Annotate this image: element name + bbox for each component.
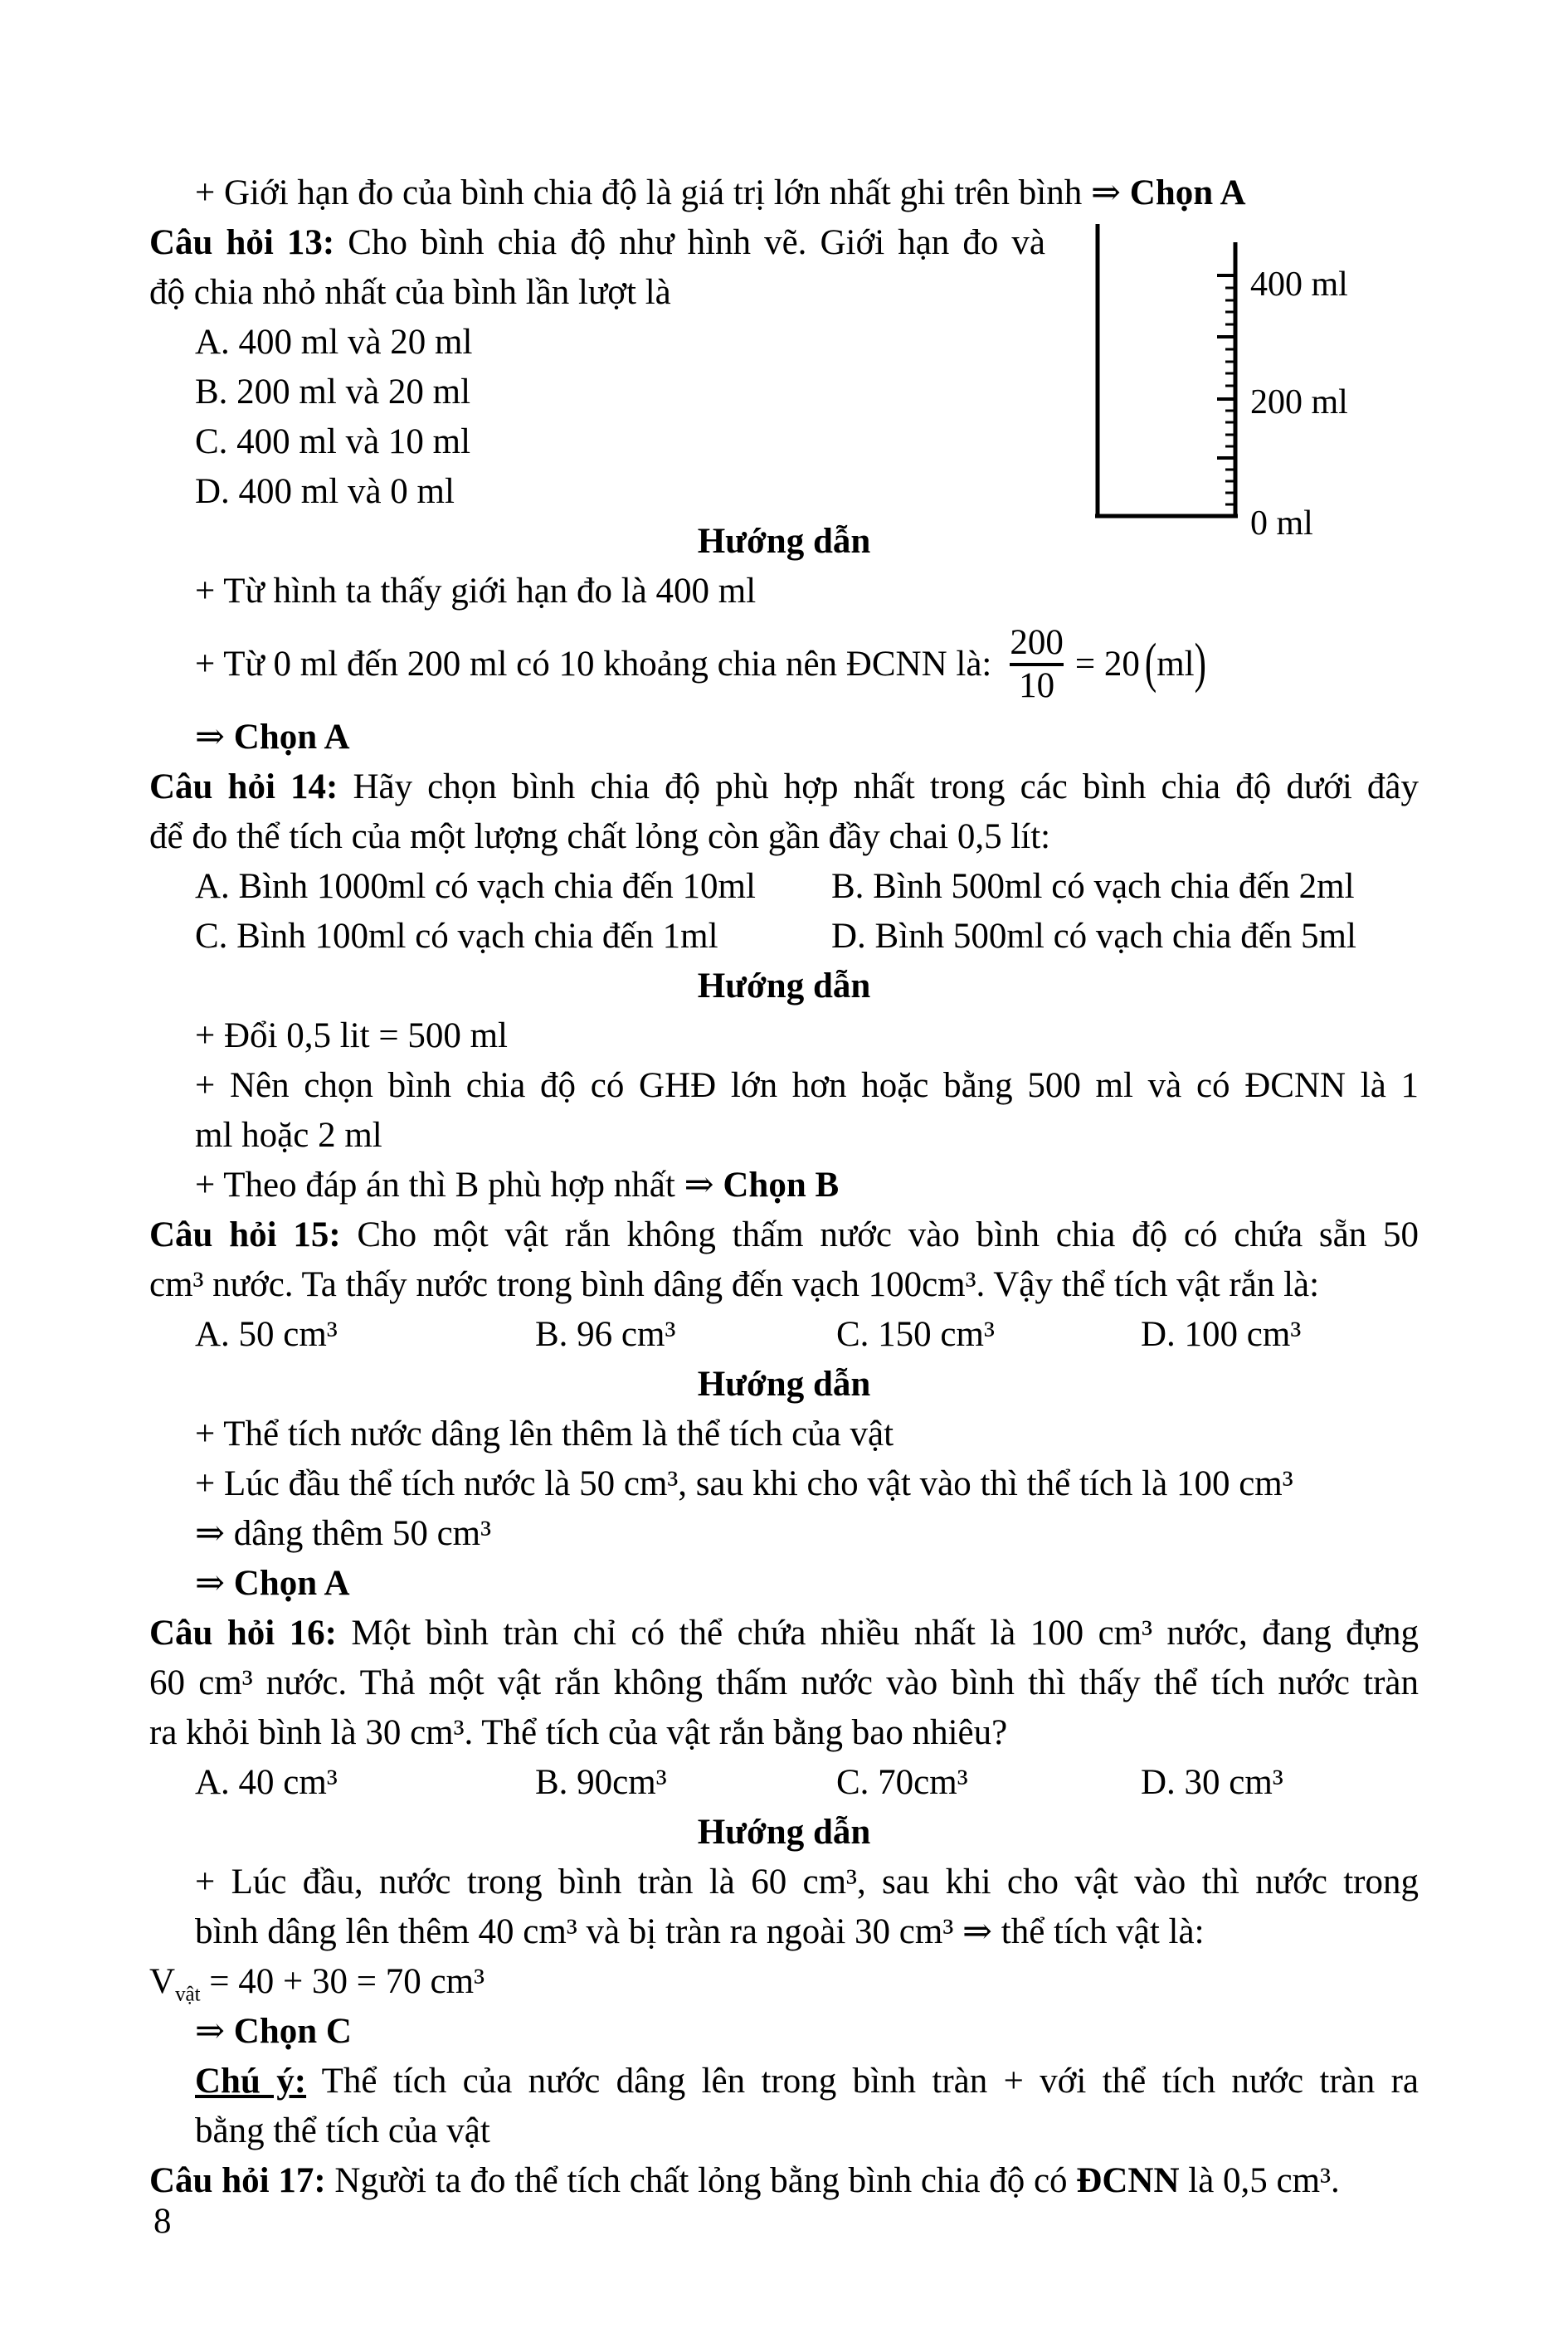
question-14-hint-2-line2: ml hoặc 2 ml (195, 1116, 382, 1155)
question-13-header (149, 218, 1045, 268)
question-15-hint-1: + Thể tích nước dâng lên thêm là thể tích của vật (195, 1415, 894, 1454)
answer-choice: Chọn A (233, 718, 350, 757)
answer-choice: Chọn A (1129, 173, 1246, 212)
page-content (149, 168, 1419, 2206)
note-label: Chú ý: (195, 2062, 307, 2101)
arrow: ⇒ (195, 1564, 234, 1603)
question-14-option-c: C. Bình 100ml có vạch chia đến 1ml (195, 917, 718, 956)
question-14-options-row-1 (149, 862, 1419, 912)
question-14-hint-1: + Đổi 0,5 lit = 500 ml (195, 1016, 508, 1055)
guide-heading-14: Hướng dẫn (697, 967, 871, 1006)
guide-heading-13: Hướng dẫn (697, 522, 871, 561)
question-13-text-line2: độ chia nhỏ nhất của bình lần lượt là (149, 273, 671, 312)
question-14-text-line1: Hãy chọn bình chia độ phù hợp nhất trong các bình chia độ dưới đây (338, 767, 1419, 806)
question-16-text-line3: ra khỏi bình là 30 cm³. Thể tích của vật rắn bằng bao nhiêu? (149, 1713, 1008, 1752)
question-14-option-b: B. Bình 500ml có vạch chia đến 2ml (831, 867, 1355, 906)
fraction-result: = 20 (1074, 645, 1140, 684)
answer-choice: Chọn C (233, 2012, 352, 2051)
answer-note-line (149, 168, 1419, 218)
question-15-option-d: D. 100 cm³ (1141, 1315, 1302, 1354)
question-13-hint-1: + Từ hình ta thấy giới hạn đo là 400 ml (195, 572, 757, 611)
guide-heading-16: Hướng dẫn (697, 1813, 871, 1852)
question-14-options-row-2 (149, 912, 1419, 962)
question-17-header (149, 2156, 1419, 2206)
fraction-numerator: 200 (1010, 623, 1064, 662)
question-15-hint-3: ⇒ dâng thêm 50 cm³ (195, 1514, 492, 1553)
answer-choice: Chọn B (723, 1166, 840, 1205)
question-13-label: Câu hỏi 13: (149, 223, 335, 262)
question-13 (149, 218, 1045, 318)
question-15-options-row (149, 1310, 1419, 1360)
question-16-hint-1-line2: bình dâng lên thêm 40 cm³ và bị tràn ra ngoài 30 cm³ ⇒ thể tích vật là: (195, 1912, 1205, 1951)
question-14-label: Câu hỏi 14: (149, 767, 338, 806)
answer-note-text: + Giới hạn đo của bình chia độ là giá trị lớn nhất ghi trên bình ⇒ (195, 173, 1130, 212)
question-17-text-2: là 0,5 cm³. (1179, 2161, 1340, 2200)
question-13-option-b: B. 200 ml và 20 ml (195, 373, 471, 411)
question-16-option-a: A. 40 cm³ (195, 1763, 338, 1802)
note-text-line1: Thể tích của nước dâng lên trong bình tràn + với thể tích nước tràn ra (306, 2062, 1419, 2101)
figure-label-400: 400 ml (1250, 265, 1348, 304)
question-16-text-line2: 60 cm³ nước. Thả một vật rắn không thấm nước vào bình thì thấy thể tích nước tràn (149, 1663, 1419, 1702)
question-15-answer (149, 1559, 1419, 1609)
question-15-header (149, 1210, 1419, 1260)
question-16-options-row (149, 1758, 1419, 1808)
question-14-header (149, 762, 1419, 812)
formula-variable: V (149, 1962, 176, 2001)
figure-label-200: 200 ml (1250, 383, 1348, 421)
question-15-hint-2: + Lúc đầu thể tích nước là 50 cm³, sau khi cho vật vào thì thể tích là 100 cm³ (195, 1464, 1293, 1503)
question-15-text-line2: cm³ nước. Ta thấy nước trong bình dâng đến vạch 100cm³. Vậy thể tích vật rắn là: (149, 1265, 1320, 1304)
question-16-formula (149, 1957, 1419, 2007)
question-15-option-b: B. 96 cm³ (535, 1315, 676, 1354)
question-17-bold-term: ĐCNN (1076, 2161, 1180, 2200)
question-14-hint-2-line1: + Nên chọn bình chia độ có GHĐ lớn hơn hoặc bằng 500 ml và có ĐCNN là 1 (195, 1066, 1419, 1105)
arrow: ⇒ (195, 718, 234, 757)
hint-3-text: + Theo đáp án thì B phù hợp nhất ⇒ (195, 1166, 723, 1205)
question-13-hint-2 (149, 616, 1419, 713)
question-15-text-line1: Cho một vật rắn không thấm nước vào bình chia độ có chứa sẵn 50 (340, 1215, 1419, 1254)
question-16-label: Câu hỏi 16: (149, 1614, 337, 1653)
formula-expression: = 40 + 30 = 70 cm³ (200, 1962, 485, 2001)
question-17-label: Câu hỏi 17: (149, 2161, 326, 2200)
question-16-header (149, 1609, 1419, 1658)
figure-label-0: 0 ml (1250, 504, 1313, 543)
question-13-answer (149, 713, 1419, 762)
note-text-line2: bằng thể tích của vật (195, 2111, 490, 2150)
question-14-option-d: D. Bình 500ml có vạch chia đến 5ml (831, 917, 1356, 956)
question-16-hint-1-line1: + Lúc đầu, nước trong bình tràn là 60 cm³, sau khi cho vật vào thì nước trong (195, 1863, 1419, 1902)
question-13-option-d: D. 400 ml và 0 ml (195, 472, 455, 511)
hint-2-text: + Từ 0 ml đến 200 ml có 10 khoảng chia nên ĐCNN là: (195, 645, 992, 684)
left-paren: ( (1144, 633, 1157, 694)
page-number: 8 (153, 2202, 172, 2241)
fraction-unit: ml (1157, 645, 1195, 684)
question-16-option-c: C. 70cm³ (836, 1763, 968, 1802)
guide-heading-15: Hướng dẫn (697, 1365, 871, 1404)
answer-choice: Chọn A (233, 1564, 350, 1603)
question-14-answer (149, 1161, 1419, 1210)
question-16-answer (149, 2007, 1419, 2057)
question-16-option-d: D. 30 cm³ (1141, 1763, 1283, 1802)
question-15-option-a: A. 50 cm³ (195, 1315, 338, 1354)
fraction-denominator: 10 (1010, 663, 1064, 706)
formula-subscript: vật (175, 1983, 201, 2006)
arrow: ⇒ (195, 2012, 234, 2051)
question-15-label: Câu hỏi 15: (149, 1215, 341, 1254)
question-13-text-line1: Cho bình chia độ như hình vẽ. Giới hạn đo và (334, 223, 1045, 262)
question-13-option-a: A. 400 ml và 20 ml (195, 323, 473, 362)
right-paren: ) (1194, 633, 1206, 694)
fraction (1010, 623, 1064, 706)
question-16-option-b: B. 90cm³ (535, 1763, 667, 1802)
question-13-option-c: C. 400 ml và 10 ml (195, 422, 471, 461)
question-14-text-line2: để đo thể tích của một lượng chất lỏng còn gần đầy chai 0,5 lít: (149, 817, 1051, 856)
question-16-text-line1: Một bình tràn chỉ có thể chứa nhiều nhất là 100 cm³ nước, đang đựng (336, 1614, 1419, 1653)
note-line1 (149, 2057, 1419, 2106)
question-14-option-a: A. Bình 1000ml có vạch chia đến 10ml (195, 867, 756, 906)
question-17-text-1: Người ta đo thể tích chất lỏng bằng bình chia độ có (325, 2161, 1077, 2200)
question-15-option-c: C. 150 cm³ (836, 1315, 995, 1354)
